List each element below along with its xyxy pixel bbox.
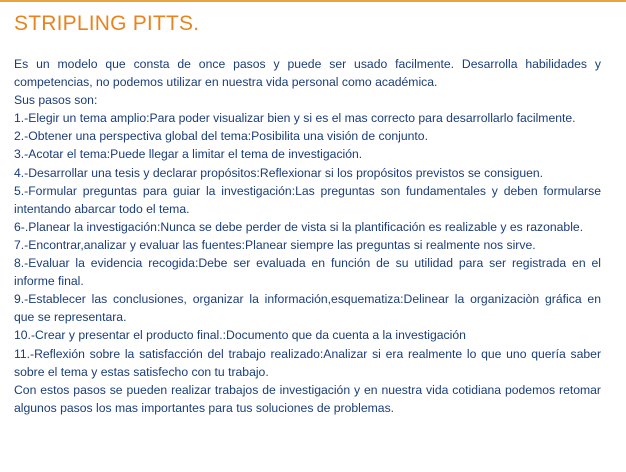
step-item: 1.-Elegir un tema amplio:Para poder visualizar bien y si es el mas correcto para desarrollarlo facilmente. xyxy=(14,111,576,126)
conclusion-paragraph: Con estos pasos se pueden realizar trabajos de investigación y en nuestra vida cotidiana podemos retomar algunos pasos los mas importantes para tus soluciones de problemas. xyxy=(14,382,601,415)
steps-heading: Sus pasos son: xyxy=(14,93,98,108)
top-divider xyxy=(0,0,626,2)
step-item: 7.-Encontrar,analizar y evaluar las fuentes:Planear siempre las preguntas si realmente nos sirve. xyxy=(14,237,536,252)
page-title: STRIPLING PITTS. xyxy=(14,12,200,35)
step-item: 5.-Formular preguntas para guiar la investigación:Las preguntas son fundamentales y deben formularse intentando abarcar todo el tema. xyxy=(14,183,601,216)
step-item: 10.-Crear y presentar el producto final.:Documento que da cuenta a la investigación xyxy=(14,328,466,343)
step-item: 8.-Evaluar la evidencia recogida:Debe ser evaluada en función de su utilidad para ser registrada en el informe final. xyxy=(14,256,601,289)
step-item: 4.-Desarrollar una tesis y declarar propósitos:Reflexionar si los propósitos previstos se consiguen. xyxy=(14,165,544,180)
step-item: 6-.Planear la investigación:Nunca se debe perder de vista si la plantificación es realizable y es razonable. xyxy=(14,219,584,234)
step-item: 3.-Acotar el tema:Puede llegar a limitar el tema de investigación. xyxy=(14,147,363,162)
article-body xyxy=(14,55,601,417)
steps-list xyxy=(14,109,601,380)
step-item: 2.-Obtener una perspectiva global del tema:Posibilita una visión de conjunto. xyxy=(14,129,428,144)
step-item: 9.-Establecer las conclusiones, organizar la información,esquematiza:Delinear la organizaciòn gráfica en que se representara. xyxy=(14,292,601,325)
step-item: 11.-Reflexión sobre la satisfacción del trabajo realizado:Analizar si era realmente lo que uno quería saber sobre el tema y estas satisfecho con tu trabajo. xyxy=(14,346,601,379)
intro-paragraph: Es un modelo que consta de once pasos y puede ser usado facilmente. Desarrolla habilidades y competencias, no podemos utilizar en nuestra vida personal como académica. xyxy=(14,57,601,90)
